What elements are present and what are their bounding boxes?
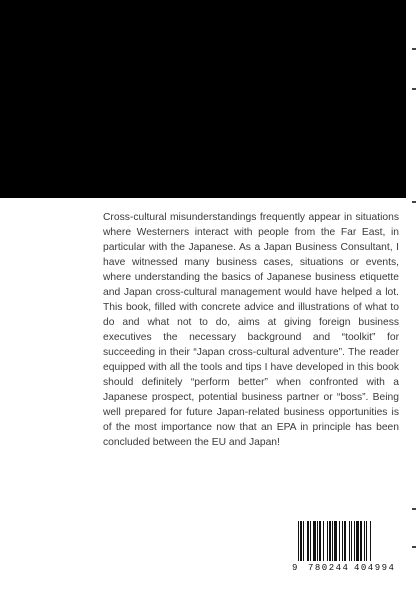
right-edge-strip xyxy=(406,0,418,593)
edge-mark xyxy=(412,508,416,510)
barcode-bar xyxy=(356,521,359,561)
barcode-bar xyxy=(364,521,365,561)
barcode-right-group: 404994 xyxy=(354,563,396,573)
barcode-bar xyxy=(370,521,371,561)
barcode-bar xyxy=(323,521,324,561)
barcode-bar xyxy=(317,521,318,561)
edge-mark xyxy=(412,48,416,50)
black-header-band xyxy=(0,0,406,198)
edge-mark xyxy=(412,546,416,548)
barcode-bar xyxy=(313,521,316,561)
barcode-lead-digit: 9 xyxy=(292,563,298,573)
barcode-bar xyxy=(344,521,346,561)
edge-mark xyxy=(412,88,416,90)
barcode-left-group: 780244 xyxy=(308,563,350,573)
barcode-bar xyxy=(298,521,299,561)
barcode-bar xyxy=(327,521,328,561)
barcode-bar xyxy=(349,521,350,561)
barcode-bar xyxy=(351,521,352,561)
barcode-bar xyxy=(360,521,362,561)
edge-mark xyxy=(412,201,416,203)
barcode-bar xyxy=(329,521,331,561)
barcode-bars xyxy=(298,521,396,561)
barcode-bar xyxy=(334,521,337,561)
back-cover-blurb: Cross-cultural misunderstandings frequently appear in situations where Westerners interact with people from the Far East, in particular with the Japanese. As a Japan Business Consultant, I have witnessed many business cases, situations or events, where understanding the basics of Japanese business etiquette and Japan cross-cultural management would have helped a lot. This book, filled with concrete advice and illustrations of what to do and what not to do, aims at giving foreign business executives the necessary background and “toolkit” for succeeding in their “Japan cross-cultural adventure”. The reader equipped with all the tools and tips I have developed in this book should definitely “perform better” when confronted with a Japanese prospect, potential business partner or “boss”. Being well prepared for future Japan-related business opportunities is of the most importance now that an EPA in principle has been concluded between the EU and Japan! xyxy=(103,212,399,448)
barcode-bar xyxy=(303,521,304,561)
isbn-barcode xyxy=(292,519,402,575)
barcode-bar xyxy=(319,521,321,561)
barcode-bar xyxy=(307,521,309,561)
barcode-bar xyxy=(300,521,302,561)
barcode-digits xyxy=(292,562,402,574)
barcode-bar xyxy=(354,521,355,561)
barcode-bar xyxy=(332,521,333,561)
barcode-bar xyxy=(366,521,367,561)
barcode-bar xyxy=(339,521,340,561)
barcode-bar xyxy=(310,521,311,561)
barcode-bar xyxy=(342,521,343,561)
